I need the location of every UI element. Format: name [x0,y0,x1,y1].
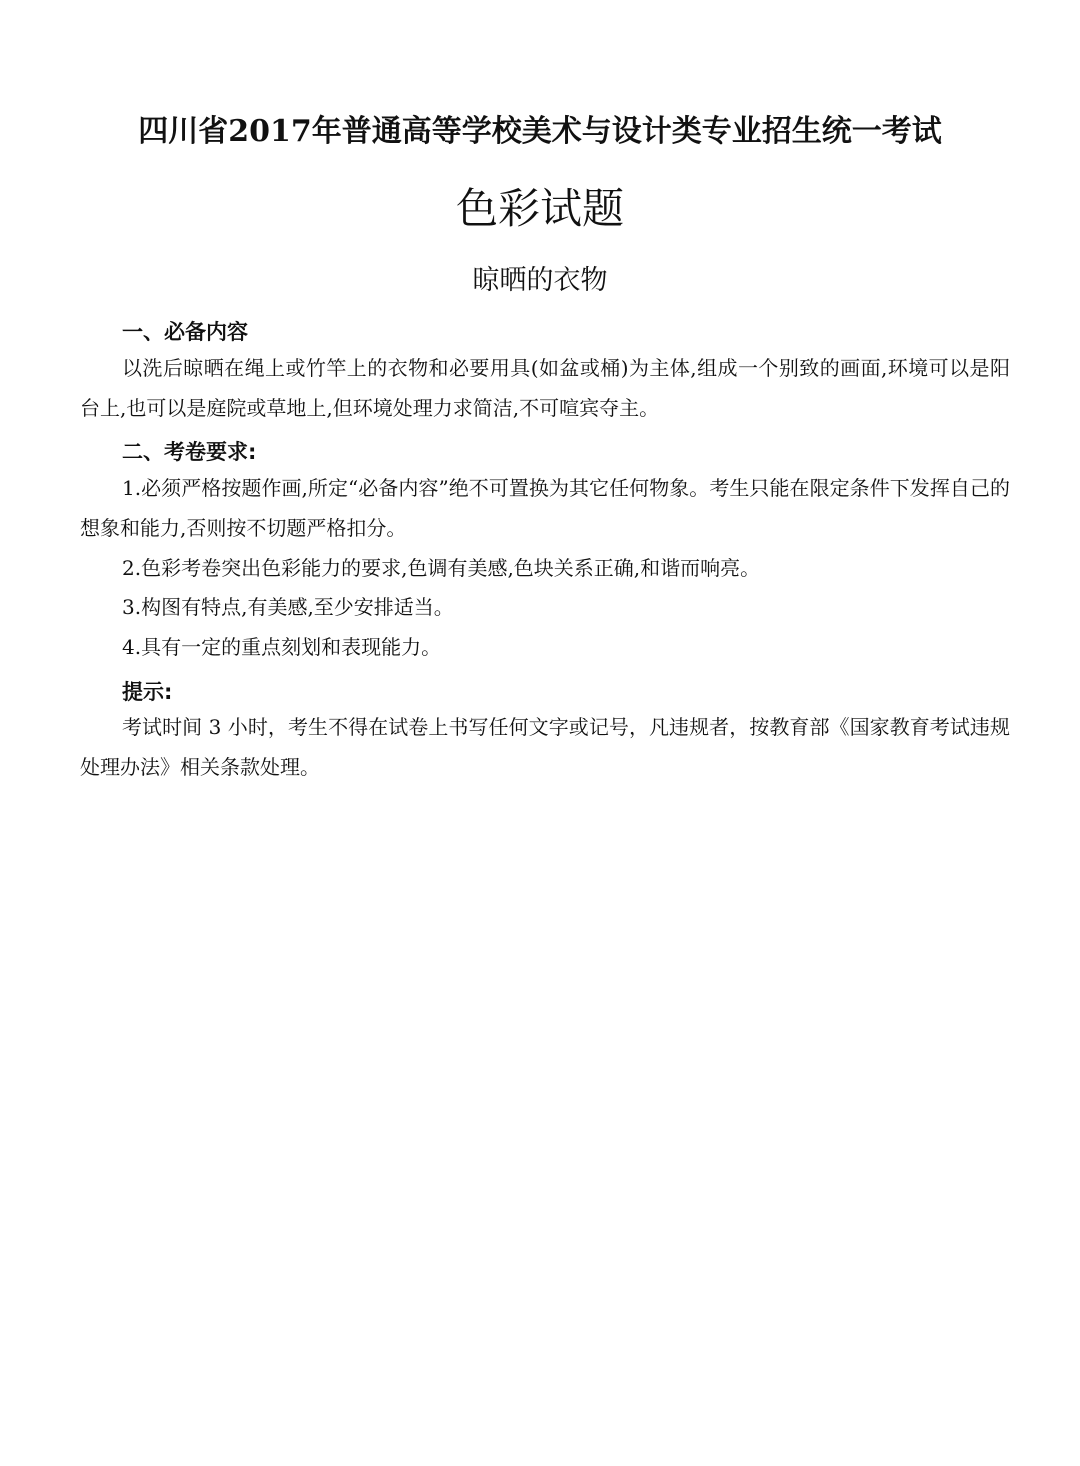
required-content-text: 以洗后晾晒在绳上或竹竿上的衣物和必要用具(如盆或桶)为主体,组成一个别致的画面,环境可以是阳台上,也可以是庭院或草地上,但环境处理力求简洁,不可喧宾夺主。 [80,356,1010,420]
exam-title: 四川省2017年普通高等学校美术与设计类专业招生统一考试 [138,114,942,149]
section-heading-required-content: 一、必备内容 [122,320,248,344]
requirement-item-2: 2.色彩考卷突出色彩能力的要求,色调有美感,色块关系正确,和谐而响亮。 [122,556,761,580]
subject-title: 色彩试题 [455,184,624,233]
requirement-item-1: 1.必须严格按题作画,所定“必备内容”绝不可置换为其它任何物象。考生只能在限定条件下发挥自己的想象和能力,否则按不切题严格扣分。 [80,476,1010,540]
notice-text: 考试时间 3 小时，考生不得在试卷上书写任何文字或记号，凡违规者，按教育部《国家教育考试违规处理办法》相关条款处理。 [80,715,1010,779]
section-heading-notice: 提示: [122,680,173,704]
section-heading-requirements: 二、考卷要求: [122,440,257,464]
topic-title: 晾晒的衣物 [472,265,608,296]
requirement-item-4: 4.具有一定的重点刻划和表现能力。 [122,635,442,659]
requirement-item-3: 3.构图有特点,有美感,至少安排适当。 [122,595,454,619]
